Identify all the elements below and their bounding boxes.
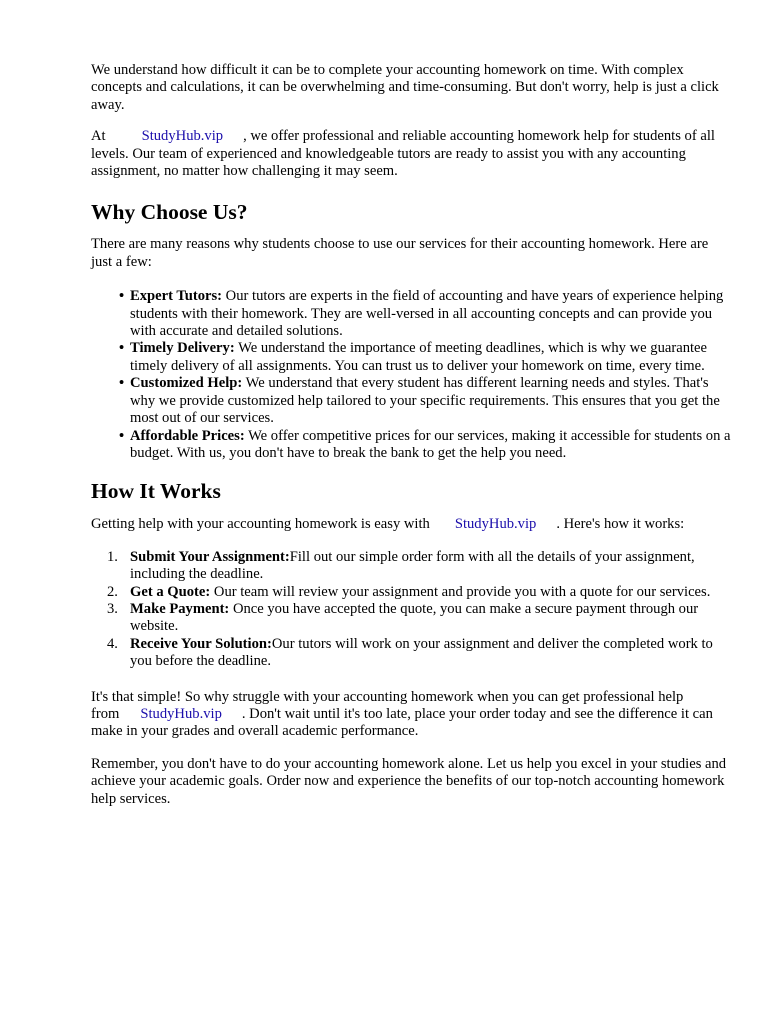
intro-paragraph: We understand how difficult it can be to complete your accounting homework on time. With complex concepts and calculations, it can be overwhelming and time-consuming. But don't worry, help is just a click away.: [91, 62, 719, 113]
step-number: 4.: [107, 635, 118, 652]
final-paragraph: Remember, you don't have to do your accounting homework alone. Let us help you excel in your studies and achieve your academic goals. Order now and experience the benefits of our top-notch accounting homework help services.: [91, 755, 727, 807]
list-item: [91, 584, 731, 601]
closing-text: . Don't wait until it's too late, place your order today and see the difference it can make in your grades and overall academic performance.: [91, 705, 713, 740]
reasons-intro: There are many reasons why students choose to use our services for their accounting homework. Here are just a few:: [91, 236, 709, 270]
intro-offer-lead: At: [91, 128, 106, 145]
step-number: 3.: [107, 600, 118, 617]
closing-paragraph: [91, 689, 731, 741]
why-choose-us-heading: Why Choose Us?: [91, 200, 248, 225]
step-title: Receive Your Solution:: [130, 635, 272, 652]
reason-text: We understand that every student has different learning needs and styles. That's why we provide customized help tailored to your specific requirements. This ensures that you get the most out of our services.: [130, 375, 720, 427]
list-item: [91, 549, 731, 584]
list-item: [119, 375, 731, 427]
step-text: Our team will review your assignment and provide you with a quote for our services.: [210, 583, 711, 600]
step-title: Get a Quote:: [130, 583, 211, 600]
step-text: Our tutors will work on your assignment and deliver the completed work to you before the deadline.: [130, 635, 713, 670]
step-text: Once you have accepted the quote, you can make a secure payment through our website.: [130, 600, 699, 635]
closing-lead: It's that simple! So why struggle with your accounting homework when you can get professional help from: [91, 688, 684, 722]
reason-title: Customized Help:: [130, 375, 243, 392]
intro-offer-text: , we offer professional and reliable accounting homework help for students of all levels. Our team of experienced and knowledgeable tutors are ready to assist you with any accounting assignment, no matter how challenging it may seem.: [91, 128, 715, 180]
reason-title: Timely Delivery:: [130, 340, 235, 357]
bullet-icon: •: [119, 340, 125, 357]
reason-title: Affordable Prices:: [130, 427, 245, 444]
studyhub-link[interactable]: StudyHub.vip: [454, 516, 537, 533]
step-title: Make Payment:: [130, 600, 230, 617]
how-it-works-heading: How It Works: [91, 479, 221, 504]
list-item: [119, 340, 731, 375]
intro-offer-paragraph: [91, 128, 731, 180]
document-body: [91, 62, 731, 808]
steps-intro: [91, 516, 731, 533]
steps-intro-tail: . Here's how it works:: [556, 516, 685, 533]
list-item: [91, 601, 731, 636]
steps-intro-lead: Getting help with your accounting homework is easy with: [91, 516, 430, 533]
list-item: [119, 428, 731, 463]
list-item: [119, 288, 731, 340]
step-text: Fill out our simple order form with all the details of your assignment, including the deadline.: [130, 548, 695, 583]
reasons-list: [91, 288, 731, 462]
step-number: 2.: [107, 583, 118, 600]
bullet-icon: •: [119, 427, 125, 444]
list-item: [91, 636, 731, 671]
steps-list: [91, 549, 731, 671]
studyhub-link[interactable]: StudyHub.vip: [140, 705, 222, 722]
step-number: 1.: [107, 548, 118, 565]
reason-text: We understand the importance of meeting deadlines, which is why we guarantee timely delivery of all assignments. You can trust us to deliver your homework on time, every time.: [130, 340, 707, 374]
reason-text: Our tutors are experts in the field of accounting and have years of experience helping students with their homework. They are well-versed in all accounting concepts and can provide you with accurate and detailed solutions.: [130, 288, 724, 340]
reason-text: We offer competitive prices for our services, making it accessible for students on a budget. With us, you don't have to break the bank to get the help you need.: [130, 427, 731, 461]
studyhub-link[interactable]: StudyHub.vip: [141, 128, 224, 145]
bullet-icon: •: [119, 288, 125, 305]
reason-title: Expert Tutors:: [130, 288, 223, 305]
bullet-icon: •: [119, 375, 125, 392]
step-title: Submit Your Assignment:: [130, 548, 290, 565]
